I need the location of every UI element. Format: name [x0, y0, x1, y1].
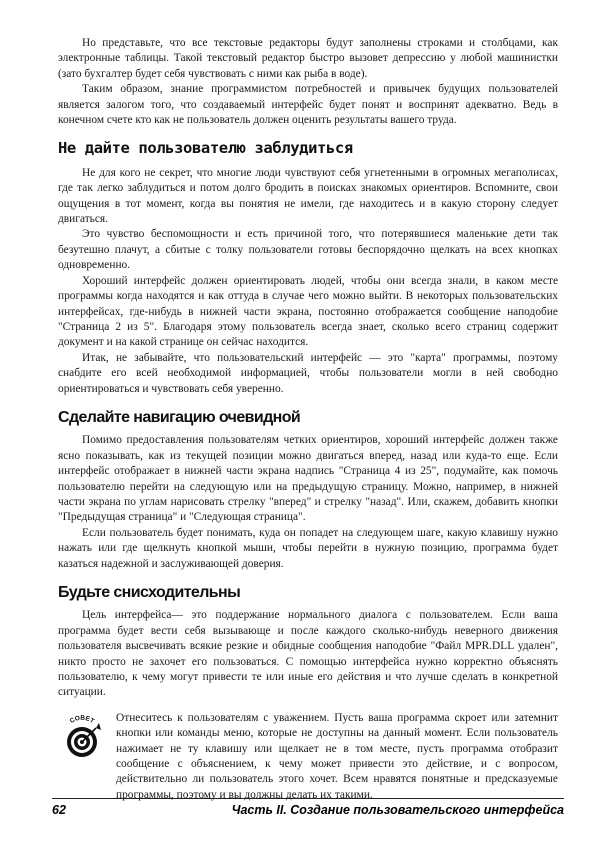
tip-icon-label: СОВЕТ: [68, 714, 96, 725]
section1-paragraph-1: Не для кого не секрет, что многие люди чувствуют себя угнетенными в огромных мегаполисах, где так легко заблудиться и потом долго бродить в поисках знакомых ориентиров. Вспомните, свои ощущения в тот момент, когда вы понятия не имели, где находитесь и в какую сторону следует двигаться.: [58, 166, 558, 226]
page-number: 62: [52, 803, 66, 817]
section-heading-forgiving: Будьте снисходительны: [58, 584, 241, 601]
section2-paragraph-1: Помимо предоставления пользователям четких ориентиров, хороший интерфейс должен также ясно показывать, как из текущей позиции можно двигаться вперед, назад или куда-то еще. Если интерфейс отображает в нижней части экрана надпись "Страница 4 из 25", подумайте, как помочь пользователю перейти на следующую или на предыдущую страницу. Можно, например, в нижней части экрана по углам нарисовать стрелку "вперед" и стрелку "назад". Или, скажем, добавить кнопки "Предыдущая страница" и "Следующая страница".: [58, 434, 558, 524]
target-icon: [58, 713, 106, 761]
section1-paragraph-2: Это чувство беспомощности и есть причиной того, что потерявшиеся маленькие дети так безутешно плачут, а сбитые с толку пользователи готовы беспорядочно щелкать на всех кнопках одновременно.: [58, 228, 558, 272]
section-heading-navigation: Сделайте навигацию очевидной: [58, 408, 301, 426]
tip-text: Отнеситесь к пользователям с уважением. Пусть ваша программа скроет или затемнит кнопки или команды меню, которые не доступны на данный момент. Если пользователь нажимает не ту клавишу или щелкает не в том месте, пусть программа отобразит сообщение с объяснением, к чему может привести это действие, и с вопросом, действительно ли пользователь этого хочет. Всем нравятся понятные и предсказуемые программы, поэтому и вы должны делать их такими.: [116, 711, 558, 801]
intro-paragraph-1: Но представьте, что все текстовые редакторы будут заполнены строками и столбцами, как электронные таблицы. Такой текстовый редактор быстро вызовет депрессию у любой машинистки (зато бухгалтер будет себя чувствовать с ними как рыба в воде).: [58, 37, 558, 80]
page-footer: [52, 798, 564, 823]
svg-text:СОВЕТ: [69, 715, 95, 725]
section1-paragraph-3: Хороший интерфейс должен ориентировать людей, чтобы они всегда знали, в каком месте программы когда находятся и как оттуда в случае чего можно выйти. В некоторых пользовательских интерфейсах, где-нибудь в нижней части экрана, постоянно отображается сообщение наподобие "Страница 2 из 5". Благодаря этому пользователь всегда знает, сколько всего страниц содержит документ и на какой странице он сейчас находится.: [58, 274, 558, 349]
section3-paragraph-1: Цель интерфейса— это поддержание нормального диалога с пользователем. Если ваша программа будет вести себя вызывающе и после каждого сколько-нибудь неверного движения пользователя высвечивать всякие резкие и обидные сообщения наподобие "Файл MPR.DLL удален", никто просто не захочет его пользоваться. С помощью интерфейса нужно корректно объяснять пользователю, к чему могут привести те или иные его действия и что лучше сделать в конкретной ситуации.: [58, 609, 558, 699]
section1-paragraph-4: Итак, не забывайте, что пользовательский интерфейс — это "карта" программы, поэтому снабдите его всей необходимой информацией, чтобы пользователи могли в ней свободно ориентироваться и чувствовать себя уверенно.: [58, 351, 558, 395]
section2-paragraph-2: Если пользователь будет понимать, куда он попадет на следующем шаге, какую клавишу нужно нажать или где щелкнуть кнопкой мыши, чтобы перейти в нужную позицию, программа будет казаться надежной и заслуживающей доверия.: [58, 526, 558, 570]
chapter-title: Часть II. Создание пользовательского интерфейса: [231, 803, 564, 817]
tip-block: [58, 711, 558, 803]
intro-paragraph-2: Таким образом, знание программистом потребностей и привычек будущих пользователей является залогом того, что создаваемый интерфейс будет понят и воспринят адекватно. Ведь в конечном счете кто как не пользователь должен оценить результаты вашего труда.: [58, 83, 558, 127]
section-heading-lost: Не дайте пользователю заблудиться: [58, 139, 353, 158]
